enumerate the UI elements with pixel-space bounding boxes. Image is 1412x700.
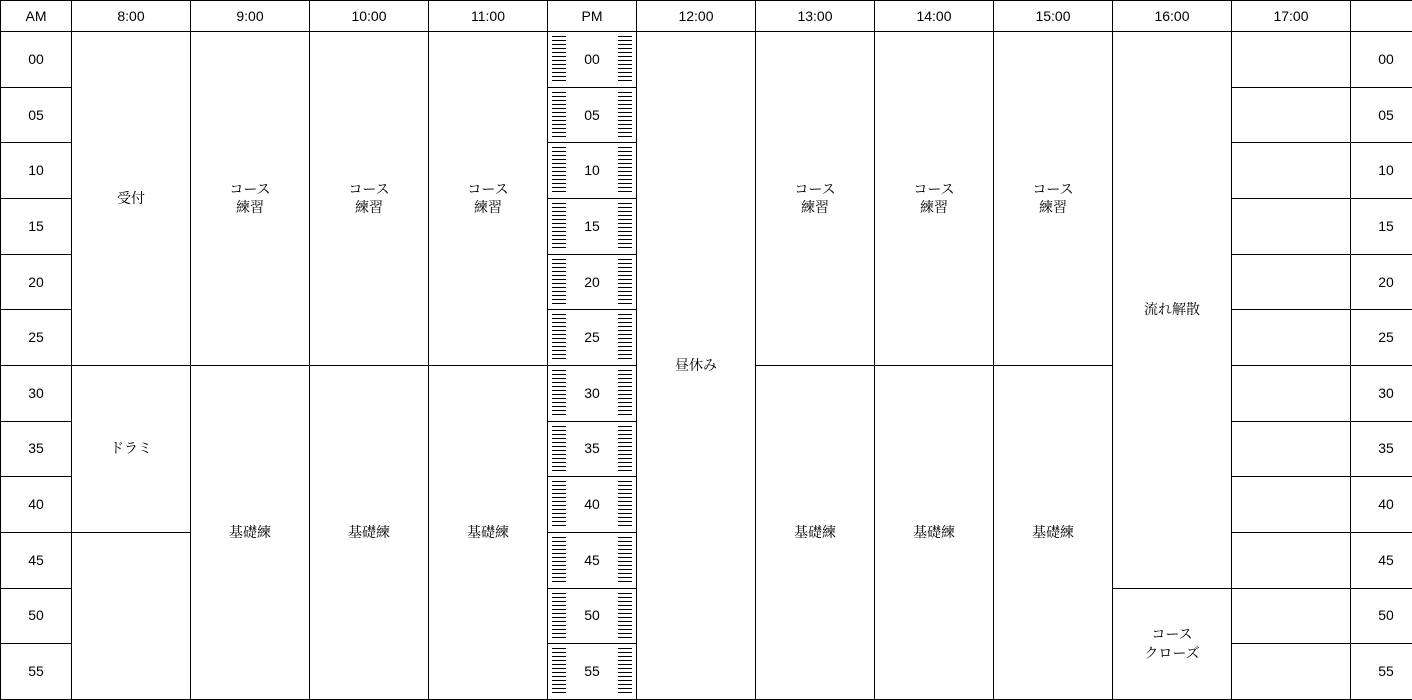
am-minute-40: 40 <box>1 477 72 533</box>
cell-9-course-practice <box>191 32 310 366</box>
cell-14-course-practice <box>875 32 994 366</box>
dot-band-right <box>618 481 632 528</box>
dot-band-right <box>618 314 632 361</box>
am-minute-55: 55 <box>1 644 72 700</box>
dot-band-left <box>552 426 566 473</box>
pm-minute-25: 25 <box>548 310 637 366</box>
am-minute-15: 15 <box>1 198 72 254</box>
table-row <box>1 32 1412 88</box>
dot-band-right <box>618 92 632 139</box>
right-minute-10: 10 <box>1351 143 1412 199</box>
header-hour-12: 12:00 <box>637 1 756 32</box>
right-minute-05: 05 <box>1351 87 1412 143</box>
right-minute-00: 00 <box>1351 32 1412 88</box>
header-hour-10: 10:00 <box>310 1 429 32</box>
cell-15-basic-practice: 基礎練 <box>994 365 1113 699</box>
pm-minute-35: 35 <box>548 421 637 477</box>
pm-minute-05: 05 <box>548 87 637 143</box>
dot-band-right <box>618 593 632 640</box>
header-hour-13: 13:00 <box>756 1 875 32</box>
course-practice-line1: コース <box>229 180 271 197</box>
cell-17-hatched <box>1232 644 1351 700</box>
course-practice-line2: 練習 <box>801 199 829 216</box>
cell-17-hatched <box>1232 588 1351 644</box>
pm-minute-20: 20 <box>548 254 637 310</box>
header-hour-16: 16:00 <box>1113 1 1232 32</box>
cell-12-lunch-break: 昼休み <box>637 32 756 700</box>
right-minute-45: 45 <box>1351 532 1412 588</box>
dot-band-left <box>552 147 566 194</box>
dot-band-left <box>552 370 566 417</box>
header-hour-8: 8:00 <box>72 1 191 32</box>
cell-17-hatched <box>1232 532 1351 588</box>
am-minute-25: 25 <box>1 310 72 366</box>
am-minute-45: 45 <box>1 532 72 588</box>
cell-8-hatched <box>72 532 191 699</box>
cell-8-reception: 受付 <box>72 32 191 366</box>
cell-17-hatched <box>1232 310 1351 366</box>
cell-17-hatched <box>1232 254 1351 310</box>
cell-16-dismissal: 流れ解散 <box>1113 32 1232 589</box>
course-close-line2: クローズ <box>1144 644 1200 661</box>
pm-minute-10: 10 <box>548 143 637 199</box>
header-hour-15: 15:00 <box>994 1 1113 32</box>
header-hour-11: 11:00 <box>429 1 548 32</box>
am-minute-30: 30 <box>1 365 72 421</box>
cell-13-course-practice <box>756 32 875 366</box>
right-minute-50: 50 <box>1351 588 1412 644</box>
header-right-blank <box>1351 1 1412 32</box>
pm-minute-15: 15 <box>548 198 637 254</box>
cell-17-hatched <box>1232 365 1351 421</box>
cell-9-basic-practice: 基礎練 <box>191 365 310 699</box>
pm-minute-30: 30 <box>548 365 637 421</box>
table-header-row <box>1 1 1412 32</box>
right-minute-40: 40 <box>1351 477 1412 533</box>
cell-16-course-close <box>1113 588 1232 699</box>
course-practice-line2: 練習 <box>920 199 948 216</box>
am-minute-20: 20 <box>1 254 72 310</box>
cell-11-course-practice <box>429 32 548 366</box>
course-practice-line1: コース <box>913 180 955 197</box>
dot-band-right <box>618 370 632 417</box>
dot-band-left <box>552 259 566 306</box>
header-hour-17: 17:00 <box>1232 1 1351 32</box>
dot-band-right <box>618 426 632 473</box>
right-minute-30: 30 <box>1351 365 1412 421</box>
cell-17-hatched <box>1232 198 1351 254</box>
right-minute-25: 25 <box>1351 310 1412 366</box>
right-minute-20: 20 <box>1351 254 1412 310</box>
cell-17-hatched <box>1232 87 1351 143</box>
dot-band-left <box>552 648 566 695</box>
cell-11-basic-practice: 基礎練 <box>429 365 548 699</box>
cell-15-course-practice <box>994 32 1113 366</box>
cell-10-course-practice <box>310 32 429 366</box>
am-minute-05: 05 <box>1 87 72 143</box>
cell-10-basic-practice: 基礎練 <box>310 365 429 699</box>
header-hour-9: 9:00 <box>191 1 310 32</box>
pm-minute-40: 40 <box>548 477 637 533</box>
am-minute-00: 00 <box>1 32 72 88</box>
course-practice-line2: 練習 <box>355 199 383 216</box>
dot-band-right <box>618 648 632 695</box>
cell-8-drami: ドラミ <box>72 365 191 532</box>
header-am-label: AM <box>1 1 72 32</box>
dot-band-right <box>618 36 632 83</box>
course-close-line1: コース <box>1151 625 1193 642</box>
am-minute-50: 50 <box>1 588 72 644</box>
pm-minute-50: 50 <box>548 588 637 644</box>
course-practice-line1: コース <box>467 180 509 197</box>
cell-14-basic-practice: 基礎練 <box>875 365 994 699</box>
pm-minute-45: 45 <box>548 532 637 588</box>
course-practice-line1: コース <box>794 180 836 197</box>
course-practice-line2: 練習 <box>1039 199 1067 216</box>
dot-band-right <box>618 147 632 194</box>
cell-17-hatched <box>1232 143 1351 199</box>
cell-17-hatched <box>1232 32 1351 88</box>
dot-band-left <box>552 36 566 83</box>
header-pm-label: PM <box>548 1 637 32</box>
dot-band-left <box>552 537 566 584</box>
dot-band-right <box>618 259 632 306</box>
course-practice-line2: 練習 <box>236 199 264 216</box>
dot-band-left <box>552 92 566 139</box>
dot-band-right <box>618 537 632 584</box>
dot-band-left <box>552 593 566 640</box>
cell-17-hatched <box>1232 477 1351 533</box>
pm-minute-00: 00 <box>548 32 637 88</box>
dot-band-left <box>552 481 566 528</box>
course-practice-line2: 練習 <box>474 199 502 216</box>
right-minute-35: 35 <box>1351 421 1412 477</box>
course-practice-line1: コース <box>1032 180 1074 197</box>
right-minute-55: 55 <box>1351 644 1412 700</box>
dot-band-left <box>552 203 566 250</box>
dot-band-right <box>618 203 632 250</box>
header-hour-14: 14:00 <box>875 1 994 32</box>
pm-minute-55: 55 <box>548 644 637 700</box>
cell-13-basic-practice: 基礎練 <box>756 365 875 699</box>
right-minute-15: 15 <box>1351 198 1412 254</box>
cell-17-hatched <box>1232 421 1351 477</box>
am-minute-10: 10 <box>1 143 72 199</box>
am-minute-35: 35 <box>1 421 72 477</box>
dot-band-left <box>552 314 566 361</box>
course-practice-line1: コース <box>348 180 390 197</box>
